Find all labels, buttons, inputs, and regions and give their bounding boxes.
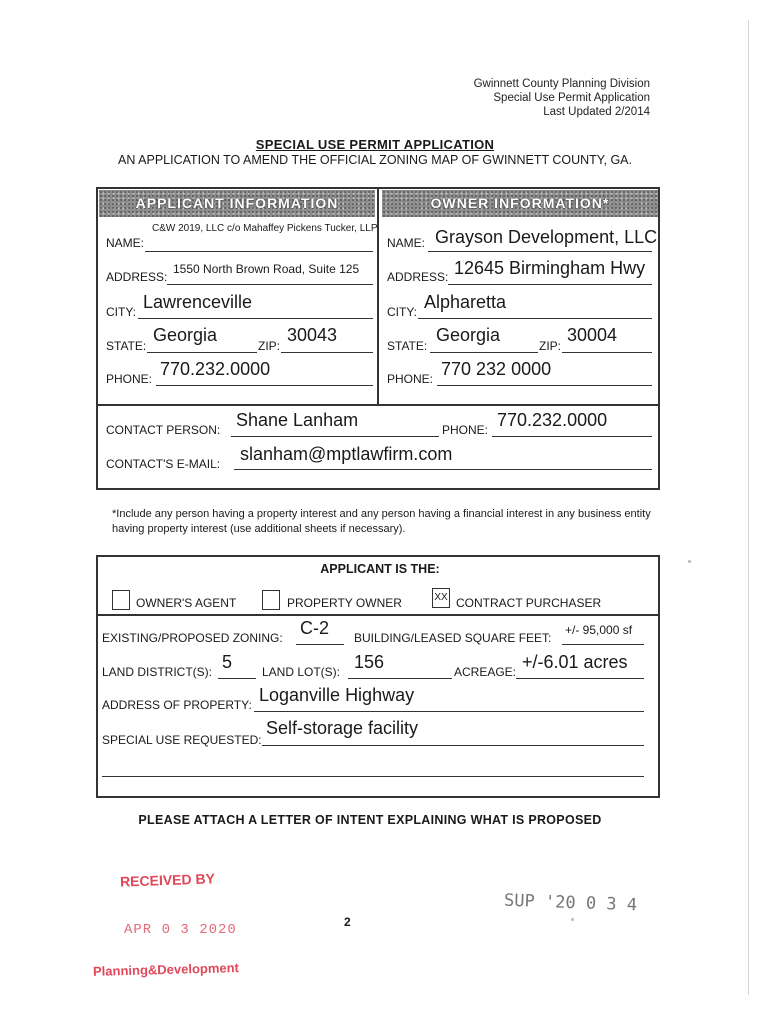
special-use-value: Self-storage facility: [266, 718, 419, 738]
page-subtitle: AN APPLICATION TO AMEND THE OFFICIAL ZONING MAP OF GWINNETT COUNTY, GA.: [118, 153, 632, 167]
contact-person-label: CONTACT PERSON:: [106, 423, 221, 437]
footnote: *Include any person having a property interest and any person having a financial interest in any business entity having property interest (use additional sheets if necessary).: [112, 508, 651, 535]
applicant-name-field[interactable]: [145, 251, 373, 252]
contract-purchaser-checkbox[interactable]: XX: [432, 588, 450, 608]
owner-address-label: ADDRESS:: [387, 270, 449, 284]
square-feet-label: BUILDING/LEASED SQUARE FEET:: [354, 631, 552, 645]
zoning-field[interactable]: [296, 644, 344, 645]
owners-agent-label: OWNER'S AGENT: [136, 596, 237, 610]
land-lot-label: LAND LOT(S):: [262, 665, 341, 679]
acreage-field[interactable]: [516, 678, 644, 679]
attach-letter-instruction: PLEASE ATTACH A LETTER OF INTENT EXPLAINING WHAT IS PROPOSED: [138, 813, 602, 827]
page-title: SPECIAL USE PERMIT APPLICATION: [255, 137, 495, 152]
land-district-value: 5: [222, 652, 233, 672]
page-number: 2: [344, 915, 351, 929]
owner-state-field[interactable]: [430, 352, 538, 353]
special-use-extra-line[interactable]: [102, 776, 644, 777]
applicant-name-value: C&W 2019, LLC c/o Mahaffey Pickens Tucker, LLP: [152, 223, 378, 234]
land-district-label: LAND DISTRICT(S):: [102, 665, 213, 679]
zoning-value: C-2: [300, 618, 330, 638]
contact-email-field[interactable]: [234, 469, 652, 470]
owner-city-value: Alpharetta: [424, 292, 507, 312]
applicant-zip-label: ZIP:: [258, 339, 281, 353]
contact-phone-label: PHONE:: [442, 423, 489, 437]
applicant-city-field[interactable]: [138, 318, 373, 319]
owner-city-label: CITY:: [387, 305, 418, 319]
contact-phone-field[interactable]: [492, 436, 652, 437]
contact-person-field[interactable]: [231, 436, 439, 437]
form-name: Special Use Permit Application: [493, 92, 650, 104]
owner-zip-label: ZIP:: [539, 339, 562, 353]
applicant-address-field[interactable]: [167, 284, 373, 285]
applicant-state-field[interactable]: [147, 352, 257, 353]
owner-address-value: 12645 Birmingham Hwy: [454, 258, 646, 278]
owners-agent-checkbox[interactable]: [112, 590, 130, 610]
applicant-phone-field[interactable]: [156, 385, 373, 386]
owner-phone-value: 770 232 0000: [441, 359, 552, 379]
received-stamp: RECEIVED BY: [119, 870, 216, 890]
applicant-zip-value: 30043: [287, 325, 338, 345]
property-owner-checkbox[interactable]: [262, 590, 280, 610]
contract-purchaser-label: CONTRACT PURCHASER: [456, 596, 602, 610]
owner-phone-label: PHONE:: [387, 372, 434, 386]
scan-speck: [571, 918, 574, 921]
land-district-field[interactable]: [218, 678, 256, 679]
property-address-label: ADDRESS OF PROPERTY:: [102, 698, 252, 712]
case-number-stamp: SUP '20 0 3 4: [503, 890, 638, 916]
contact-email-label: CONTACT'S E-MAIL:: [106, 457, 221, 471]
property-address-field[interactable]: [254, 711, 644, 712]
applicant-address-label: ADDRESS:: [106, 270, 168, 284]
contact-phone-value: 770.232.0000: [497, 410, 608, 430]
owner-phone-field[interactable]: [437, 385, 652, 386]
land-lot-field[interactable]: [348, 678, 452, 679]
applicant-state-label: STATE:: [106, 339, 147, 353]
contact-person-value: Shane Lanham: [236, 410, 359, 430]
square-feet-value: +/- 95,000 sf: [565, 623, 633, 637]
contact-email-value: slanham@mptlawfirm.com: [240, 444, 453, 464]
owner-address-field[interactable]: [448, 284, 652, 285]
applicant-zip-field[interactable]: [281, 352, 373, 353]
special-use-label: SPECIAL USE REQUESTED:: [102, 733, 262, 747]
owner-name-value: Grayson Development, LLC: [435, 227, 658, 247]
owner-section-header: OWNER INFORMATION*: [382, 190, 658, 217]
applicant-name-label: NAME:: [106, 236, 145, 250]
last-updated: Last Updated 2/2014: [543, 106, 650, 118]
column-divider: [377, 187, 379, 406]
received-date-stamp: APR 0 3 2020: [124, 922, 237, 938]
applicant-phone-value: 770.232.0000: [160, 359, 271, 379]
applicant-is-title: APPLICANT IS THE:: [320, 562, 440, 576]
property-owner-label: PROPERTY OWNER: [287, 596, 402, 610]
applicant-phone-label: PHONE:: [106, 372, 153, 386]
division-header: [474, 77, 650, 119]
department-stamp: Planning&Development: [92, 960, 240, 979]
applicant-state-value: Georgia: [153, 325, 218, 345]
acreage-value: +/-6.01 acres: [522, 652, 628, 672]
property-divider: [96, 614, 660, 616]
owner-zip-value: 30004: [567, 325, 618, 345]
division-name: Gwinnett County Planning Division: [473, 78, 650, 90]
square-feet-field[interactable]: [562, 644, 644, 645]
owner-name-field[interactable]: [428, 251, 652, 252]
owner-state-label: STATE:: [387, 339, 428, 353]
land-lot-value: 156: [354, 652, 385, 672]
property-address-value: Loganville Highway: [259, 685, 415, 705]
applicant-city-value: Lawrenceville: [143, 292, 253, 312]
owner-zip-field[interactable]: [562, 352, 652, 353]
applicant-address-value: 1550 North Brown Road, Suite 125: [173, 262, 360, 276]
zoning-label: EXISTING/PROPOSED ZONING:: [102, 631, 283, 645]
owner-state-value: Georgia: [436, 325, 501, 345]
acreage-label: ACREAGE:: [454, 665, 517, 679]
applicant-section-header: APPLICANT INFORMATION: [99, 190, 375, 217]
owner-name-label: NAME:: [387, 236, 426, 250]
special-use-field[interactable]: [262, 745, 644, 746]
owner-city-field[interactable]: [418, 318, 652, 319]
applicant-city-label: CITY:: [106, 305, 137, 319]
